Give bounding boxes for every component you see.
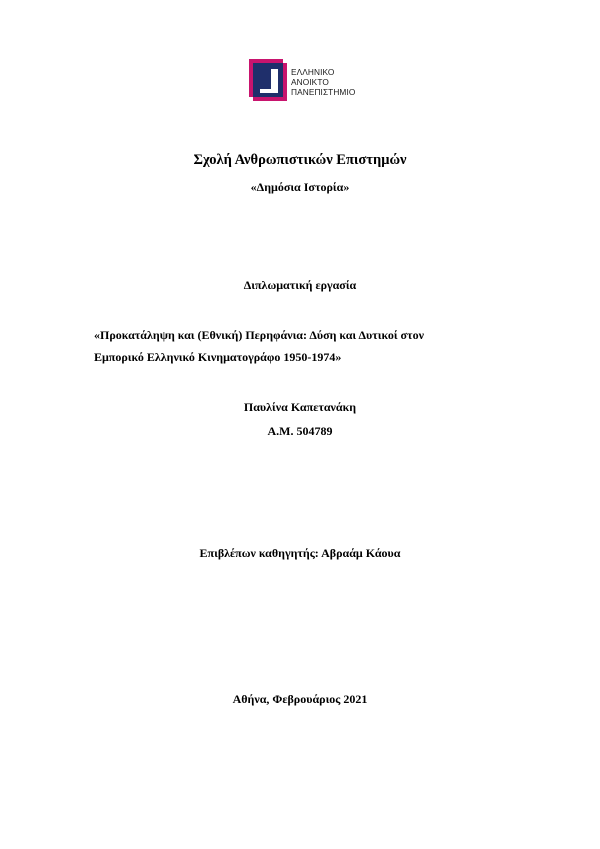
logo-line: ΑΝΟΙΚΤΟ: [291, 77, 329, 87]
thesis-title-line: Εμπορικό Ελληνικό Κινηματογράφο 1950-1974»: [94, 350, 342, 364]
university-logo: [247, 57, 367, 103]
logo-line: ΕΛΛΗΝΙΚΟ: [291, 67, 335, 77]
thesis-title: [94, 324, 514, 368]
program-name: «Δημόσια Ιστορία»: [250, 180, 350, 194]
document-type: Διπλωματική εργασία: [243, 278, 357, 292]
school-name: Σχολή Ανθρωπιστικών Επιστημών: [193, 152, 407, 168]
logo-line: ΠΑΝΕΠΙΣΤΗΜΙΟ: [291, 87, 356, 97]
author-name: Παυλίνα Καπετανάκη: [243, 400, 357, 414]
thesis-title-line: «Προκατάληψη και (Εθνική) Περηφάνια: Δύση και Δυτικοί στον: [94, 328, 424, 342]
student-id: Α.Μ. 504789: [267, 424, 333, 438]
supervisor: Επιβλέπων καθηγητής: Αβραάμ Κάουα: [199, 546, 401, 560]
university-logo-mark-icon: [247, 57, 289, 103]
university-logo-text: [291, 67, 355, 97]
place-date: Αθήνα, Φεβρουάριος 2021: [232, 692, 368, 706]
